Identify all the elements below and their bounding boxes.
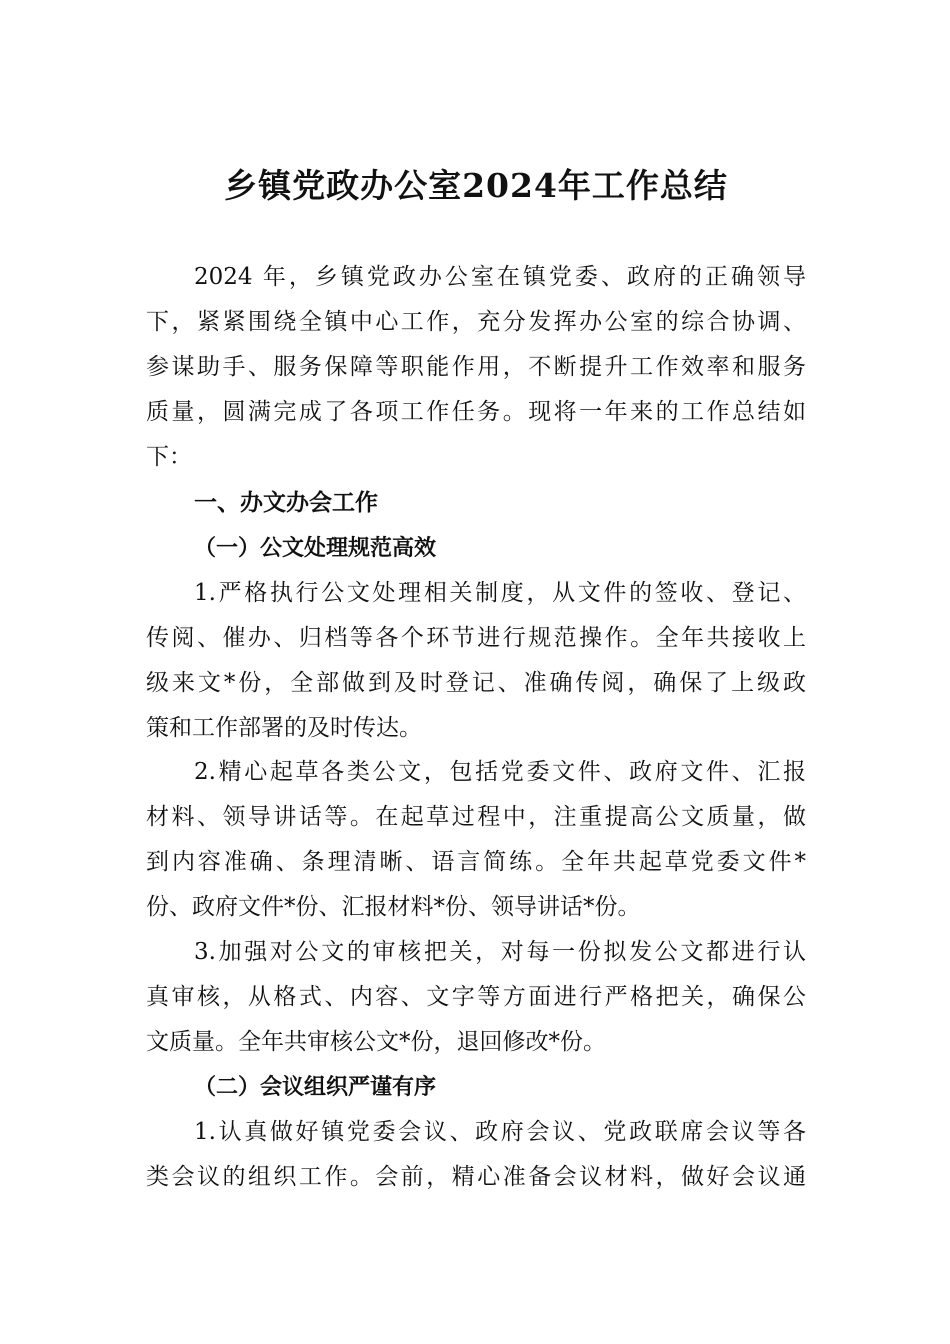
document-title: 乡镇党政办公室2024年工作总结 [224, 166, 728, 205]
subsection-heading: （二）会议组织严谨有序 [194, 1074, 437, 1100]
paragraph-line: 1.严格执行公文处理相关制度，从文件的签收、登记、 [194, 580, 806, 606]
paragraph-line: 传阅、催办、归档等各个环节进行规范操作。全年共接收上 [146, 625, 806, 651]
paragraph-line: 级来文*份，全部做到及时登记、准确传阅，确保了上级政 [146, 670, 806, 696]
paragraph-line: 文质量。全年共审核公文*份，退回修改*份。 [146, 1029, 606, 1055]
paragraph-line: 2.精心起草各类公文，包括党委文件、政府文件、汇报 [194, 759, 806, 785]
paragraph-line: 到内容准确、条理清晰、语言简练。全年共起草党委文件* [146, 849, 806, 875]
paragraph-line: 材料、领导讲话等。在起草过程中，注重提高公文质量，做 [146, 804, 806, 830]
paragraph-line: 3.加强对公文的审核把关，对每一份拟发公文都进行认 [194, 939, 806, 965]
paragraph-line: 下，紧紧围绕全镇中心工作，充分发挥办公室的综合协调、 [146, 309, 806, 335]
paragraph-line: 份、政府文件*份、汇报材料*份、领导讲话*份。 [146, 894, 641, 920]
section-heading: 一、办文办会工作 [194, 490, 378, 516]
paragraph-line: 下： [146, 444, 192, 470]
paragraph-line: 质量，圆满完成了各项工作任务。现将一年来的工作总结如 [146, 399, 806, 425]
paragraph-line: 策和工作部署的及时传达。 [146, 715, 422, 741]
subsection-heading: （一）公文处理规范高效 [194, 535, 437, 561]
paragraph-line: 参谋助手、服务保障等职能作用，不断提升工作效率和服务 [146, 354, 806, 380]
paragraph-line: 2024 年，乡镇党政办公室在镇党委、政府的正确领导 [194, 264, 806, 290]
paragraph-line: 类会议的组织工作。会前，精心准备会议材料，做好会议通 [146, 1164, 806, 1190]
paragraph-line: 真审核，从格式、内容、文字等方面进行严格把关，确保公 [146, 984, 806, 1010]
paragraph-line: 1.认真做好镇党委会议、政府会议、党政联席会议等各 [194, 1119, 806, 1145]
